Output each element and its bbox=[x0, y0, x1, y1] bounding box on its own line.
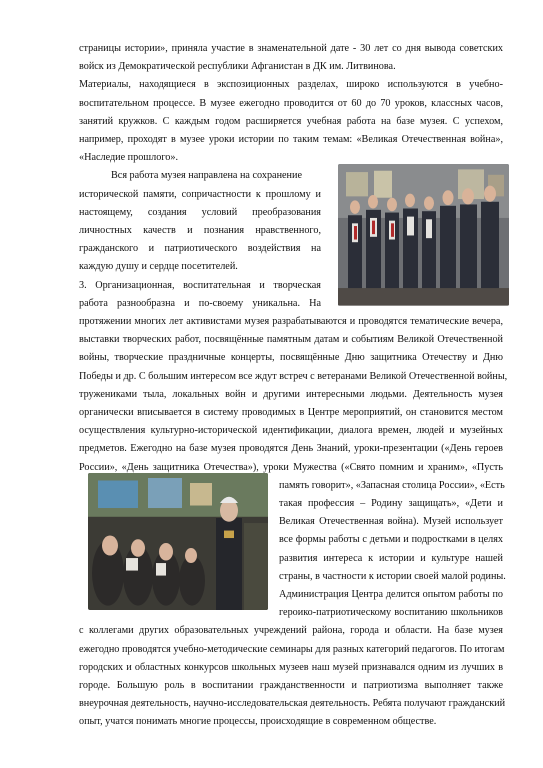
text-line: войны, творческие праздничные концерты, посвящённые Дню защитника Отечеству и Дню bbox=[79, 352, 503, 364]
text-line: развития интереса к истории и культуре нашей bbox=[279, 552, 503, 564]
text-line: страницы истории», приняла участие в знаменательной дате - 30 лет со дня вывода советских bbox=[79, 43, 503, 54]
text-line: Материалы, находящиеся в экспозиционных разделах, широко используются в учебно- bbox=[79, 79, 503, 91]
text-line: осуществления культурно-исторической идентификации, диалога времен, людей и музейных bbox=[79, 425, 503, 437]
text-line: Великая Отечественная война). Музей использует bbox=[279, 516, 503, 528]
text-line: гражданского и патриотического воздействия на bbox=[79, 243, 321, 255]
text-line: героико-патриотическому воспитанию школьников bbox=[279, 607, 503, 619]
text-line: личностных качеств и познания нравственного, bbox=[79, 225, 321, 236]
text-line: воспитательном процессе. В музее ежегодно проводится от 60 до 70 уроков, классных часов, bbox=[79, 97, 503, 109]
text-line: Победы и др. С большим интересом все ждут встреч с ветеранами Великой Отечественной войны, bbox=[79, 370, 508, 382]
text-line: 3. Организационная, воспитательная и творческая bbox=[79, 279, 321, 291]
text-line: работа разнообразна и по-своему уникальна. На bbox=[79, 297, 321, 309]
text-line: ежегодно проводятся учебно-методические семинары для разных категорий педагогов. По итогам bbox=[79, 643, 505, 655]
text-line: память говорит», «Запасная столица России», «Есть bbox=[279, 479, 505, 491]
veteran-meeting-photo bbox=[88, 473, 268, 611]
text-line: настоящему, создания условий преобразования bbox=[79, 206, 321, 218]
text-line: Администрация Центра делится опытом работы по bbox=[279, 589, 503, 600]
text-line: органически вписывается в систему проводимых в Центре мероприятий, он становится местом bbox=[79, 407, 503, 418]
text-line: такая профессия – Родину защищать», «Дети и bbox=[279, 498, 503, 509]
text-line: с коллегами других образовательных учреждений района, города и области. На базе музея bbox=[79, 625, 503, 637]
veteran-meeting-photo-image bbox=[88, 473, 268, 611]
text-line: городе. Большую роль в воспитании гражданственности и патриотизма выполняет также bbox=[79, 680, 503, 691]
text-line: «Наследие прошлого». bbox=[79, 152, 178, 164]
museum-group-photo-image bbox=[338, 164, 509, 306]
text-line: все формы работы с детьми и подростками в целях bbox=[279, 534, 503, 546]
text-line: выставки творческих работ, посвящённые памятным датам и событиям Великой Отечественной bbox=[79, 334, 503, 346]
text-line: Вся работа музея направлена на сохранение bbox=[111, 170, 302, 182]
text-line: тружениками тыла, локальных войн и другими интересными людьми. Деятельность музея bbox=[79, 388, 503, 400]
text-line: войск из Демократической республики Афганистан в ДК им. Литвинова. bbox=[79, 61, 396, 73]
text-line: внеурочная деятельность, научно-исследовательская деятельность. Ребята получают гражданский bbox=[79, 698, 506, 710]
text-line: например, проходят в музее уроки истории по таким темам: «Великая Отечественная война», bbox=[79, 134, 503, 145]
text-line: предметов. Ежегодно на базе музея проводятся День Знаний, уроки-презентации («День героев bbox=[79, 443, 503, 455]
text-line: России», «День защитника Отечества»), уроки Мужества («Свято помним и храним», «Пусть bbox=[79, 461, 503, 473]
text-line: опыт, учатся понимать многие процессы, происходящие в современном обществе. bbox=[79, 716, 437, 728]
text-line: городских и областных конкурсов школьных музеев наш музей признавался одним из лучших в bbox=[79, 661, 503, 673]
text-line: страны, в частности к истории своей малой родины. bbox=[279, 570, 506, 582]
museum-group-photo bbox=[338, 164, 509, 306]
text-line: исторической памяти, сопричастности к прошлому и bbox=[79, 188, 321, 200]
text-line: каждую душу и сердце посетителей. bbox=[79, 261, 238, 273]
text-line: протяжении многих лет активистами музея разрабатываются и проводятся тематические вечера, bbox=[79, 316, 503, 327]
text-line: занятий кружков. С каждым годом расширяется учебная работа на базе музея. С успехом, bbox=[79, 115, 503, 127]
